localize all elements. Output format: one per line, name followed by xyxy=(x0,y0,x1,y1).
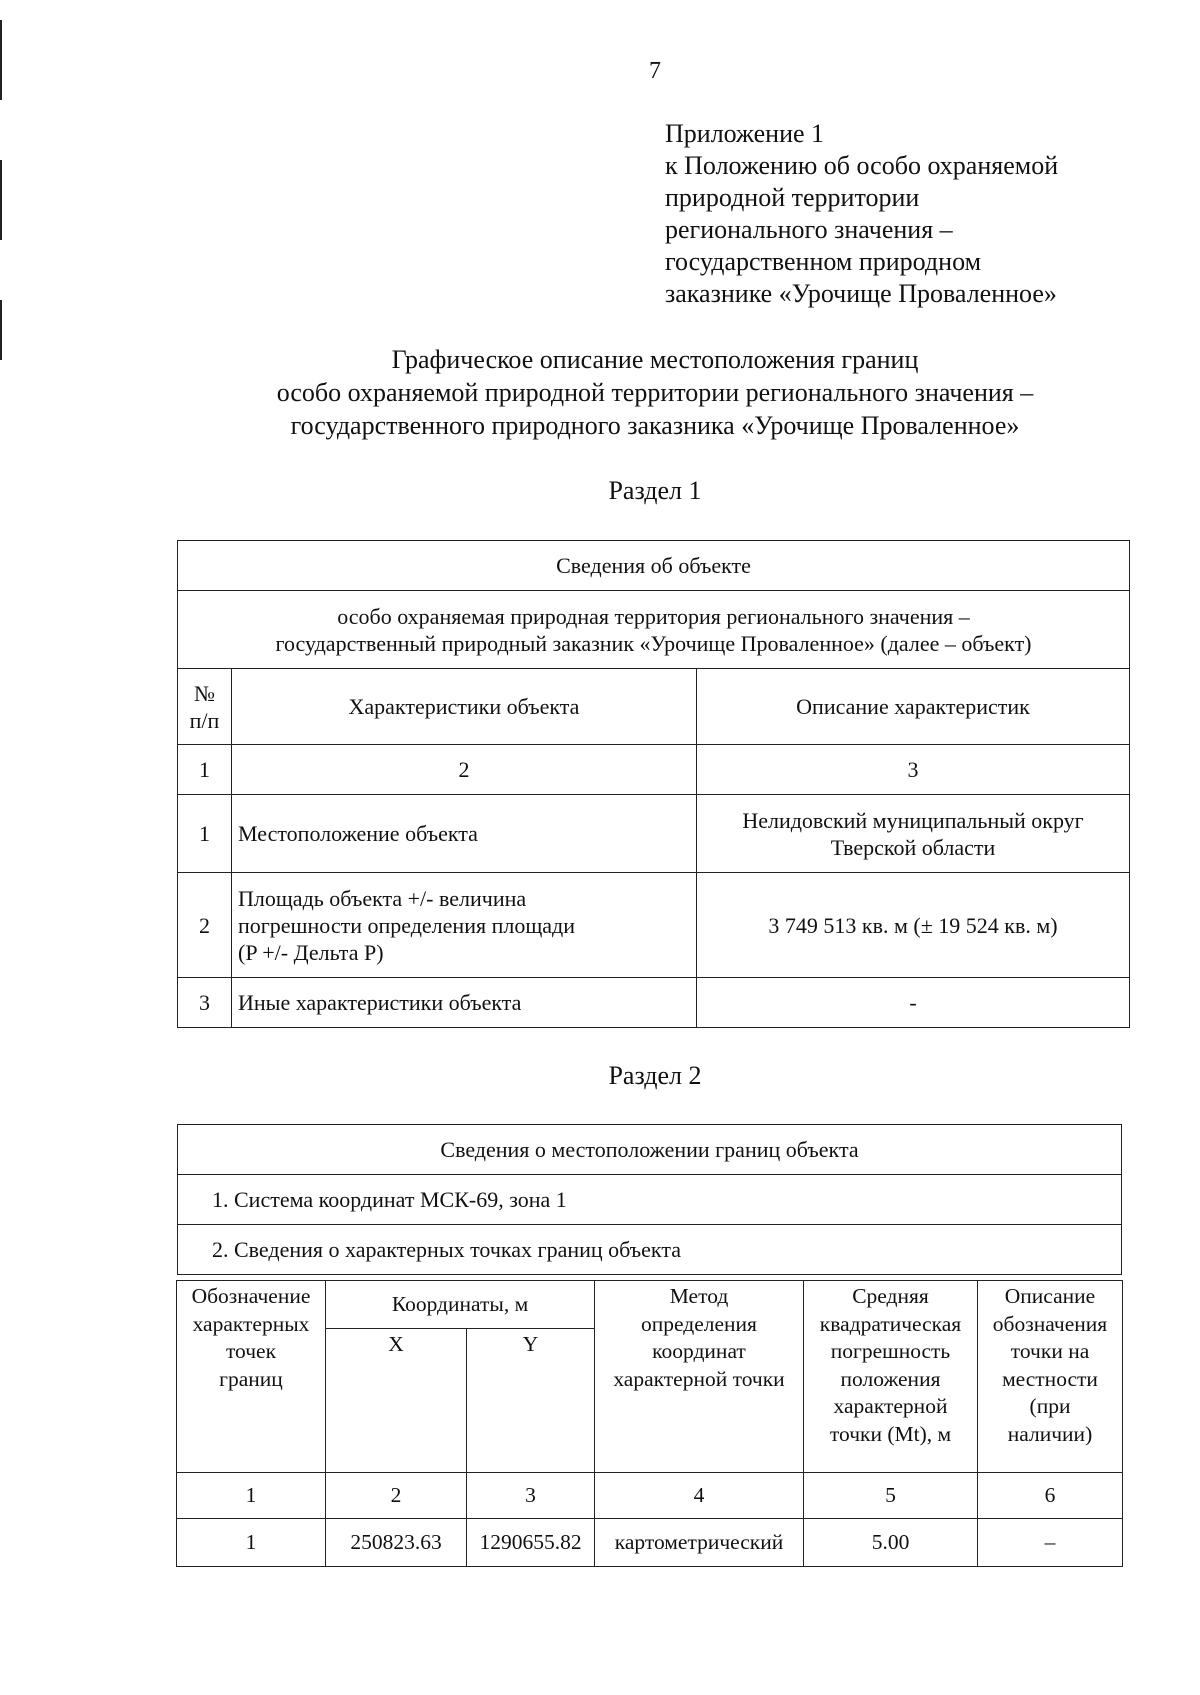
appendix-line: государственном природном xyxy=(665,247,982,276)
row-description-line: Тверской области xyxy=(830,834,996,860)
header-line: обозначения xyxy=(992,1311,1108,1336)
section1-heading: Раздел 1 xyxy=(608,476,702,505)
header-line: Средняя xyxy=(852,1284,929,1308)
header-line: Обозначение xyxy=(191,1284,311,1308)
appendix-line: заказнике «Урочище Проваленное» xyxy=(665,279,1057,308)
header-x: X xyxy=(326,1329,467,1473)
header-designation xyxy=(177,1281,326,1473)
row-description: - xyxy=(697,978,1130,1028)
row-characteristic-line: (P +/- Дельта P) xyxy=(238,939,384,965)
header-line: Метод xyxy=(669,1284,729,1308)
title-line: особо охраняемой природной территории регионального значения – xyxy=(276,378,1034,407)
header-line: определения xyxy=(641,1311,757,1336)
object-name-line: государственный природный заказник «Урочище Проваленное» (далее – объект) xyxy=(275,630,1032,656)
header-line: положения xyxy=(840,1366,941,1391)
appendix-line: природной территории xyxy=(665,183,920,212)
row-characteristic: Местоположение объекта xyxy=(232,795,697,873)
header-line: точки (Mt), м xyxy=(829,1421,952,1446)
header-line: характерной точки xyxy=(613,1366,785,1391)
appendix-note xyxy=(665,118,1058,310)
table-row xyxy=(178,873,1130,978)
appendix-line: к Положению об особо охраняемой xyxy=(665,151,1059,180)
table-row xyxy=(178,795,1130,873)
page-number: 7 xyxy=(649,58,661,84)
point-x: 250823.63 xyxy=(326,1519,467,1567)
header-num-line: п/п xyxy=(189,707,220,733)
col-number: 1 xyxy=(178,745,232,795)
point-id: 1 xyxy=(177,1519,326,1567)
object-name-cell xyxy=(178,591,1130,669)
point-y: 1290655.82 xyxy=(467,1519,595,1567)
header-line: Описание xyxy=(1004,1284,1096,1308)
row-characteristic xyxy=(232,873,697,978)
title-line: государственного природного заказника «Урочище Проваленное» xyxy=(290,411,1020,440)
col-number: 2 xyxy=(232,745,697,795)
object-info-table xyxy=(177,540,1130,1028)
table-row xyxy=(177,1519,1123,1567)
title-line: Графическое описание местоположения границ xyxy=(391,345,919,374)
row-characteristic-line: погрешности определения площади xyxy=(238,912,576,938)
row-description: 3 749 513 кв. м (± 19 524 кв. м) xyxy=(697,873,1130,978)
point-method: картометрический xyxy=(595,1519,804,1567)
section2-heading: Раздел 2 xyxy=(608,1061,702,1090)
col-number: 3 xyxy=(467,1473,595,1519)
scan-edge-mark xyxy=(0,160,2,240)
point-mt: 5.00 xyxy=(804,1519,978,1567)
header-line: точки на xyxy=(1010,1339,1090,1363)
row-num: 1 xyxy=(178,795,232,873)
header-line: квадратическая xyxy=(819,1311,962,1336)
table-title: Сведения о местоположении границ объекта xyxy=(178,1125,1122,1175)
col-number: 1 xyxy=(177,1473,326,1519)
header-line: характерной xyxy=(833,1394,948,1418)
col-number: 2 xyxy=(326,1473,467,1519)
header-line: координат xyxy=(652,1339,746,1363)
header-line: погрешность xyxy=(830,1339,951,1363)
header-line: (при xyxy=(1029,1394,1071,1418)
object-name-line: особо охраняемая природная территория регионального значения – xyxy=(337,603,970,629)
table-title: Сведения об объекте xyxy=(178,541,1130,591)
header-num-line: № xyxy=(194,680,215,706)
col-number: 5 xyxy=(804,1473,978,1519)
header-coordinates: Координаты, м xyxy=(326,1281,595,1329)
header-location-description xyxy=(978,1281,1123,1473)
col-number: 3 xyxy=(697,745,1130,795)
row-description-line: Нелидовский муниципальный округ xyxy=(742,807,1084,833)
col-number: 6 xyxy=(978,1473,1123,1519)
appendix-line: Приложение 1 xyxy=(665,119,825,148)
row-description xyxy=(697,795,1130,873)
header-line: характерных xyxy=(192,1311,310,1336)
appendix-line: регионального значения – xyxy=(665,215,953,244)
coordinate-system-item: 1. Система координат МСК-69, зона 1 xyxy=(178,1175,1122,1225)
row-characteristic: Иные характеристики объекта xyxy=(232,978,697,1028)
header-description: Описание характеристик xyxy=(697,669,1130,745)
header-line: местности xyxy=(1002,1366,1098,1391)
header-num xyxy=(178,669,232,745)
table-row xyxy=(178,978,1130,1028)
header-characteristics: Характеристики объекта xyxy=(232,669,697,745)
points-info-item: 2. Сведения о характерных точках границ объекта xyxy=(178,1225,1122,1275)
col-number: 4 xyxy=(595,1473,804,1519)
boundary-points-table xyxy=(176,1280,1123,1567)
boundary-info-table xyxy=(177,1124,1122,1275)
header-method xyxy=(595,1281,804,1473)
header-line: границ xyxy=(219,1366,283,1391)
header-line: точек xyxy=(225,1339,277,1363)
document-title xyxy=(0,343,1200,442)
row-characteristic-line: Площадь объекта +/- величина xyxy=(238,885,527,911)
header-error xyxy=(804,1281,978,1473)
row-num: 3 xyxy=(178,978,232,1028)
row-num: 2 xyxy=(178,873,232,978)
header-y: Y xyxy=(467,1329,595,1473)
header-line: наличии) xyxy=(1007,1421,1093,1446)
point-description: – xyxy=(978,1519,1123,1567)
